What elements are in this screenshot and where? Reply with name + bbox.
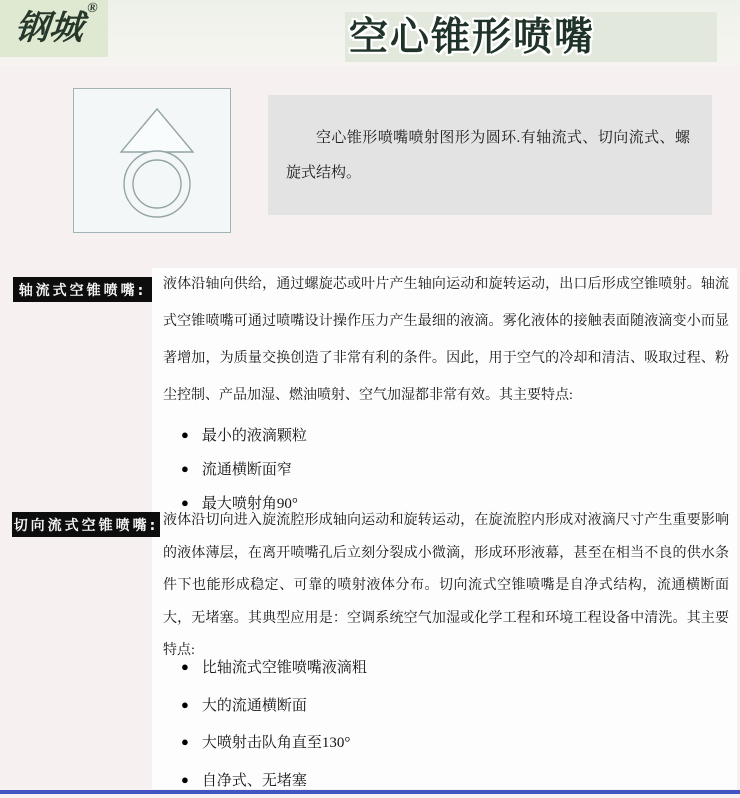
title-band — [345, 12, 717, 62]
registered-trademark-icon: ® — [86, 0, 99, 16]
bullet-dot-icon: ● — [181, 494, 189, 510]
spray-pattern-diagram — [73, 88, 231, 233]
cone-triangle-shape — [121, 109, 193, 152]
bullet-dot-icon: ● — [181, 771, 189, 787]
feature-text: 比轴流式空锥喷嘴液滴粗 — [201, 660, 367, 677]
section-body-tangential-flow: 液体沿切向进入旋流腔形成轴向运动和旋转运动，在旋流腔内形成对液滴尺寸产生重要影响的液体薄层，在离开喷嘴孔后立刻分裂成小微滴，形成环形液幕，甚至在相当不良的供水条件下也能形成稳定、可靠的喷射液体分布。切向流式空锥喷嘴是自净式结构，流通横断面大，无堵塞。其典型应用是：空调系统空气加湿或化学工程和环境工程设备中清洗。其主要特点: — [163, 513, 729, 658]
list-item — [181, 648, 367, 686]
list-item — [181, 451, 307, 485]
tangential-flow-feature-list — [181, 648, 367, 798]
bullet-dot-icon: ● — [181, 426, 189, 442]
brand-logo-text — [12, 0, 99, 47]
axial-flow-feature-list — [181, 417, 307, 519]
cone-over-ring-icon — [74, 89, 230, 232]
feature-text: 大喷射击队角直至130° — [201, 735, 351, 752]
section-body-axial-flow: 液体沿轴向供给，通过螺旋芯或叶片产生轴向运动和旋转运动，出口后形成空锥喷射。轴流式空锥喷嘴可通过喷嘴设计操作压力产生最细的液滴。雾化液体的接触表面随液滴变小而显著增加，为质量交换创造了非常有利的条件。因此，用于空气的冷却和清洁、吸取过程、粉尘控制、产品加湿、燃油喷射、空气加湿都非常有效。其主要特点: — [163, 277, 729, 403]
feature-text: 大的流通横断面 — [201, 697, 307, 714]
brand-name: 钢城 — [12, 9, 85, 47]
brand-logo — [0, 0, 108, 57]
page-header-strip — [0, 0, 740, 66]
list-item — [181, 723, 367, 761]
feature-text: 自净式、无堵塞 — [201, 772, 307, 789]
page-footer-rule — [0, 790, 740, 794]
feature-text: 最大喷射角90° — [201, 495, 298, 512]
intro-description-box — [268, 95, 712, 215]
bullet-dot-icon: ● — [181, 659, 189, 675]
feature-text: 流通横断面窄 — [201, 461, 292, 478]
bullet-dot-icon: ● — [181, 696, 189, 712]
spray-ring-inner — [133, 160, 181, 208]
intro-text: 空心锥形喷嘴喷射图形为圆环.有轴流式、切向流式、螺旋式结构。 — [286, 130, 690, 181]
section-label-axial-flow: 轴流式空锥喷嘴: — [13, 277, 152, 302]
bullet-dot-icon: ● — [181, 460, 189, 476]
feature-text: 最小的液滴颗粒 — [201, 427, 307, 444]
bullet-dot-icon: ● — [181, 734, 189, 750]
page-title: 空心锥形喷嘴 — [349, 14, 596, 60]
list-item — [181, 686, 367, 724]
section-label-tangential-flow: 切向流式空锥喷嘴: — [12, 512, 160, 537]
list-item — [181, 417, 307, 451]
